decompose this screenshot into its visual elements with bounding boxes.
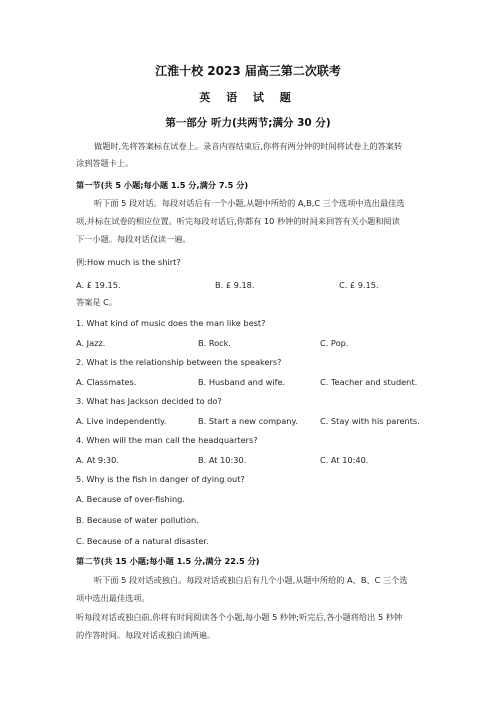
section1-heading: 第一节(共 5 小题;每小题 1.5 分,满分 7.5 分) [76,180,249,190]
question-1-option-b: B. Rock. [198,338,231,348]
part-title: 第一部分 听力(共两节;满分 30 分) [165,117,331,129]
question-5-option-b: B. Because of water pollution. [76,515,199,525]
example-question: 例:How much is the shirt? [76,257,181,267]
exam-title: 江淮十校 2023 届高三第二次联考 [155,64,341,78]
section2-instruction-3: 听每段对话或独白前,你将有时间阅读各个小题,每小题 5 秒钟;听完后,各小题将给出 5 秒钟 [76,612,403,622]
section2-instruction-4: 的作答时间。每段对话或独白读两遍。 [76,630,216,640]
question-3-option-c: C. Stay with his parents. [320,416,420,426]
question-1-option-c: C. Pop. [320,338,349,348]
question-4-option-b: B. At 10:30. [198,455,247,465]
question-2: 2. What is the relationship between the speakers? [76,357,282,367]
question-5-option-a: A. Because of over-fishing. [76,494,185,504]
section1-instruction-3: 下一小题。每段对话仅读一遍。 [76,234,191,244]
section2-instruction-1: 听下面 5 段对话或独白。每段对话或独白后有几个小题,从题中所给的 A、B、C 三个选 [94,575,408,585]
example-option-a: A. £ 19.15. [76,280,121,290]
question-2-option-c: C. Teacher and student. [320,377,418,387]
example-answer: 答案是 C。 [76,297,118,307]
section2-heading: 第二节(共 15 小题;每小题 1.5 分,满分 22.5 分) [76,556,260,566]
question-3-option-a: A. Live independently. [76,416,167,426]
example-option-c: C. £ 9.15. [339,280,379,290]
question-1-option-a: A. Jazz. [76,338,106,348]
section2-instruction-2: 项中选出最佳选项。 [76,593,150,603]
example-option-b: B. £ 9.18. [215,280,255,290]
intro-line-2: 涂到答题卡上。 [76,158,134,168]
question-2-option-b: B. Husband and wife. [198,377,286,387]
question-4-option-c: C. At 10:40. [320,455,369,465]
question-3-option-b: B. Start a new company. [198,416,298,426]
subject-title: 英 语 试 题 [199,91,297,104]
section1-instruction-2: 项,并标在试卷的相应位置。听完每段对话后,你都有 10 秒钟的时间来回答有关小题和阅读 [76,216,400,226]
question-2-option-a: A. Classmates. [76,377,137,387]
question-5-option-c: C. Because of a natural disaster. [76,536,209,546]
question-3: 3. What has Jackson decided to do? [76,396,222,406]
question-5: 5. Why is the fish in danger of dying out? [76,474,245,484]
section1-instruction-1: 听下面 5 段对话。每段对话后有一个小题,从题中所给的 A,B,C 三个选项中选出最佳选 [94,198,405,208]
question-4-option-a: A. At 9:30. [76,455,119,465]
question-4: 4. When will the man call the headquarters? [76,435,258,445]
question-1: 1. What kind of music does the man like best? [76,318,266,328]
intro-line-1: 做题时,先将答案标在试卷上。录音内容结束后,你将有两分钟的时间将试卷上的答案转 [94,141,403,151]
